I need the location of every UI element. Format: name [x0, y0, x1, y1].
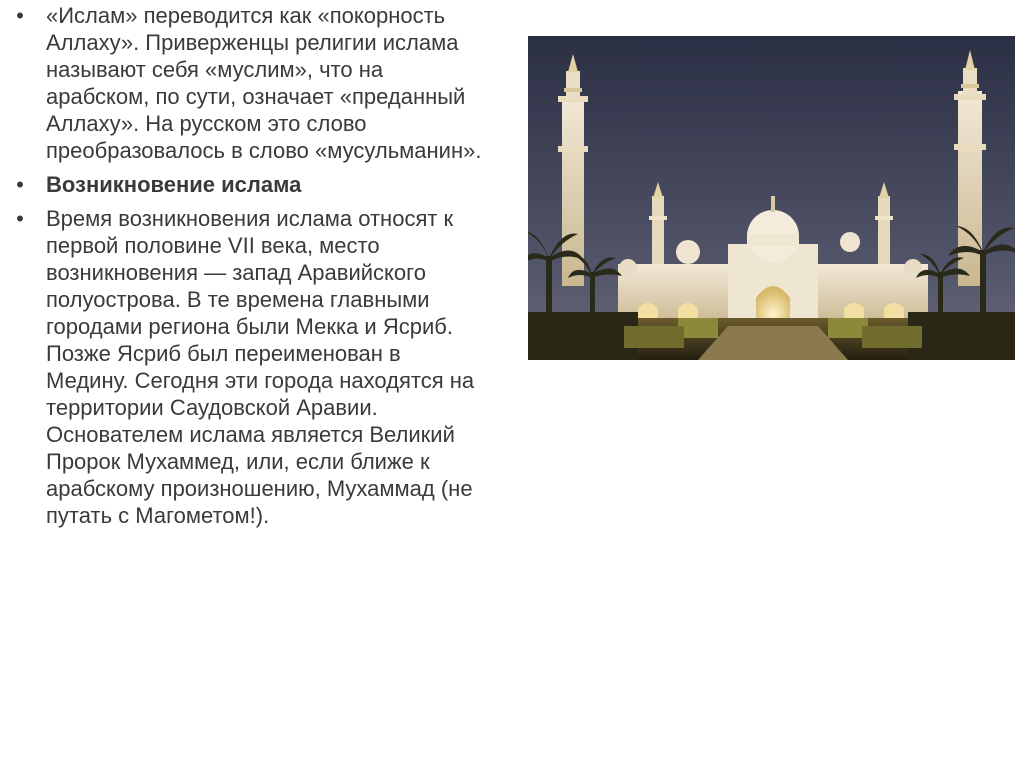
bullet-marker: • — [16, 206, 24, 231]
bullet-heading-origin — [12, 171, 482, 198]
bullet-marker: • — [16, 172, 24, 197]
bullet-marker: • — [16, 3, 24, 28]
bullet-heading-text: Возникновение ислама — [46, 172, 302, 197]
bullet-text: Время возникновения ислама относят к первой половине VII века, место возникновения — запад Аравийского полуострова. В те времена главными городами региона были Мекка и Ясриб. Позже Ясриб был переименован в Медину. Сегодня эти города находятся на территории Саудовской Аравии. Основателем ислама является Великий Пророк Мухаммед, или, если ближе к арабскому произношению, Мухаммад (не путать с Магометом!). — [46, 206, 475, 528]
bullet-meaning — [12, 2, 482, 164]
bullet-text: «Ислам» переводится как «покорность Аллаху». Приверженцы религии ислама называют себя «муслим», что на арабском, по сути, означает «преданный Аллаху». На русском это слово преобразовалось в слово «мусульманин». — [46, 3, 482, 163]
bullet-history — [12, 205, 482, 529]
mosque-photo — [528, 36, 1015, 360]
foreground-garden — [528, 312, 1015, 360]
mosque-illustration — [528, 36, 1015, 360]
slide-text-body — [12, 2, 482, 536]
